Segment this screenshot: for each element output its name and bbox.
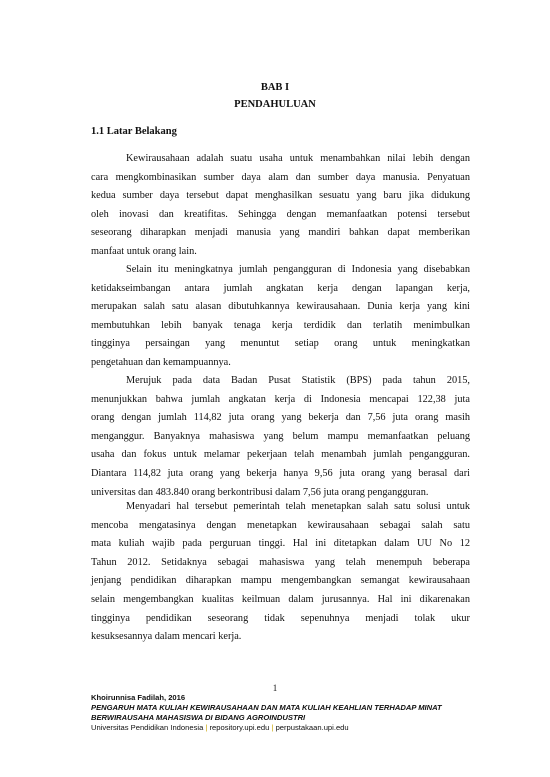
section-heading: 1.1 Latar Belakang — [91, 126, 177, 137]
paragraph-line: Tahun 2012. Setidaknya sebagai mahasiswa yang telah menempuh beberapa — [91, 556, 470, 568]
paragraph-line: menganggur. Banyaknya mahasiswa yang belum mampu memanfaatkan peluang — [91, 430, 470, 442]
paragraph-line: mata kuliah wajib pada perguruan tinggi. Hal ini ditetapkan dalam UU No 12 — [91, 538, 470, 550]
paragraph-line: oleh inovasi dan kreatifitas. Sehingga dengan memanfaatkan potensi tersebut — [91, 208, 470, 220]
paragraph-line: Merujuk pada data Badan Pusat Statistik (BPS) pada tahun 2015, — [126, 375, 470, 386]
paragraph-line: Menyadari hal tersebut pemerintah telah menetapkan salah satu solusi untuk — [126, 501, 470, 512]
chapter-title: PENDAHULUAN — [234, 99, 316, 110]
paragraph-line: jenjang pendidikan diharapkan mampu mengembangkan semangat kewirausahaan — [91, 575, 470, 587]
footer-institution: Universitas Pendidikan Indonesia — [91, 723, 204, 732]
paragraph-line: orang dengan jumlah 114,82 juta orang yang bekerja dan 7,56 juta orang masih — [91, 412, 470, 424]
footer-library-link[interactable]: perpustakaan.upi.edu — [275, 723, 349, 732]
footer-links — [91, 723, 349, 733]
paragraph-line: Kewirausahaan adalah suatu usaha untuk menambahkan nilai lebih dengan — [126, 153, 470, 164]
footer-author: Khoirunnisa Fadilah, 2016 — [91, 693, 186, 702]
footer-title-line-2: BERWIRAUSAHA MAHASISWA DI BIDANG AGROINDUSTRI — [91, 713, 306, 722]
paragraph-line: selain mengembangkan kualitas keilmuan dalam jurusannya. Hal ini dikarenakan — [91, 594, 470, 605]
footer-separator: | — [205, 723, 208, 732]
footer-repository-link[interactable]: repository.upi.edu — [209, 723, 270, 732]
paragraph-line: Diantara 114,82 juta orang yang bekerja hanya 9,56 juta orang yang berasal dari — [91, 468, 470, 479]
paragraph-line: kedua sumber daya tersebut dapat menghasilkan sesuatu yang baru jika didukung — [91, 190, 470, 202]
paragraph-line: tingginya pendidikan seseorang tidak sepenuhnya menjadi tolak ukur — [91, 612, 470, 624]
paragraph-line: merupakan salah satu alasan dibutuhkannya kewirausahaan. Dunia kerja yang kini — [91, 301, 470, 313]
paragraph-line: seseorang diharapkan menjadi manusia yang mandiri bahkan dapat memberikan — [91, 227, 470, 239]
paragraph-line: mencoba mengatasinya dengan menetapkan kewirausahaan sebagai salah satu — [91, 519, 470, 531]
paragraph-line: tingginya persaingan yang menuntut setiap orang untuk meningkatkan — [91, 338, 470, 350]
paragraph-line: ketidakseimbangan antara jumlah angkatan kerja dengan lapangan kerja, — [91, 282, 470, 294]
paragraph-line: manfaat untuk orang lain. — [91, 246, 197, 257]
paragraph-line: membutuhkan lebih banyak tenaga kerja terdidik dan terlatih menimbulkan — [91, 319, 470, 331]
paragraph-line: pengetahuan dan kemampuannya. — [91, 357, 231, 368]
paragraph-line: menunjukkan bahwa jumlah angkatan kerja di Indonesia mencapai 122,38 juta — [91, 393, 470, 405]
page-number: 1 — [272, 683, 278, 693]
footer-title-line-1: PENGARUH MATA KULIAH KEWIRAUSAHAAN DAN MATA KULIAH KEAHLIAN TERHADAP MINAT — [91, 703, 442, 712]
paragraph-line: universitas dan 483.840 orang berkontribusi dalam 7,56 juta orang pengangguran. — [91, 486, 429, 498]
paragraph-line: Selain itu meningkatnya jumlah pengangguran di Indonesia yang disebabkan — [126, 264, 470, 275]
chapter-number: BAB I — [260, 82, 290, 93]
footer-separator: | — [271, 723, 274, 732]
paragraph-line: kesuksesannya dalam mencari kerja. — [91, 631, 242, 643]
paragraph-line: cara mengkombinasikan sumber daya alam dan sumber daya manusia. Penyatuan — [91, 171, 470, 183]
paragraph-line: usaha dan fokus untuk melamar pekerjaan telah menambah jumlah pengangguran. — [91, 449, 470, 461]
